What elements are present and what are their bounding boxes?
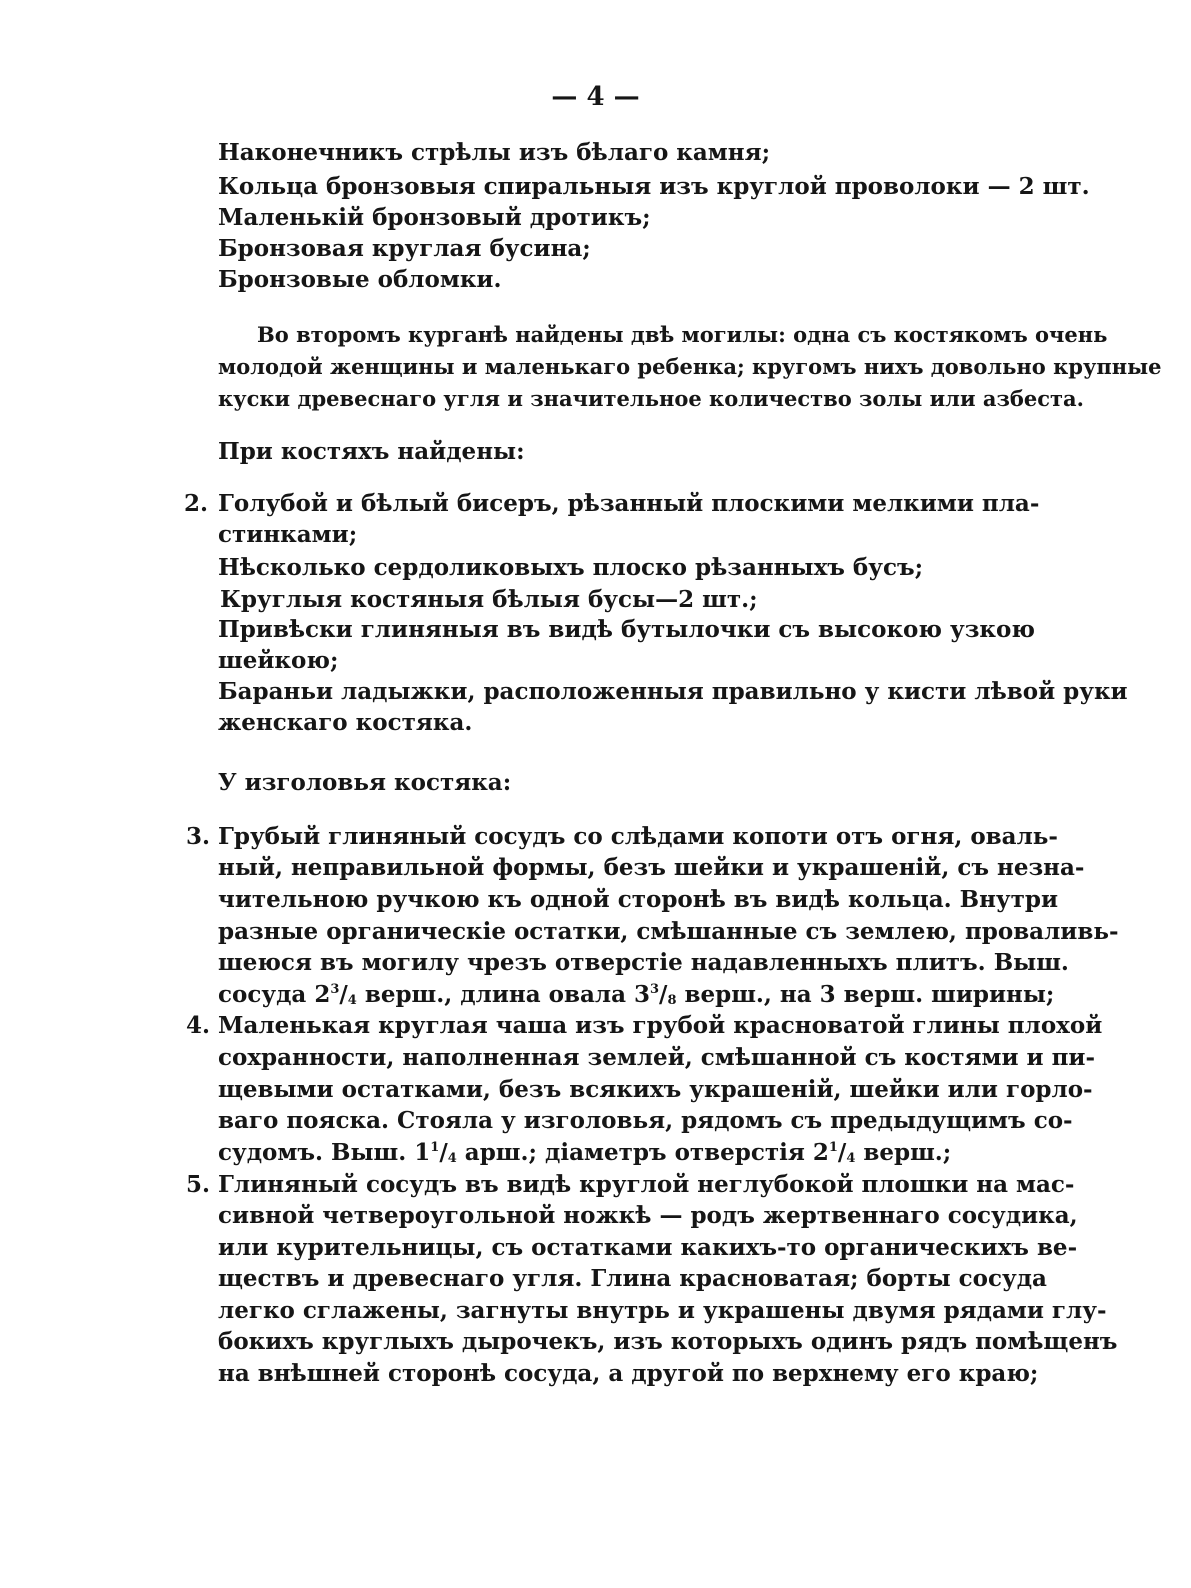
- item-line: шеюся въ могилу чрезъ отверстіе надавленныхъ плитъ. Выш.: [218, 949, 1069, 976]
- item-line: щевыми остатками, безъ всякихъ украшеній, шейки или горло-: [218, 1076, 1093, 1103]
- list-item: Кольца бронзовыя спиральныя изъ круглой проволоки — 2 шт.: [218, 173, 1090, 200]
- item-line: сохранности, наполненная землей, смѣшанной съ костями и пи-: [218, 1044, 1096, 1071]
- paragraph-line: Во второмъ курганѣ найдены двѣ могилы: одна съ костякомъ очень: [257, 322, 1108, 347]
- item-line: Грубый глиняный сосудъ со слѣдами копоти отъ огня, оваль-: [218, 823, 1058, 850]
- item-line: ный, неправильной формы, безъ шейки и украшеній, съ незна-: [218, 854, 1085, 881]
- text-fragment: арш.; діаметръ отверстія 2: [456, 1139, 829, 1166]
- item-line: Бараньи ладыжки, расположенныя правильно у кисти лѣвой руки: [218, 678, 1128, 705]
- item-number: 2.: [184, 490, 209, 517]
- page-number: — 4 —: [551, 82, 640, 112]
- fraction: $^1/_4$: [828, 1139, 856, 1166]
- paragraph-line: куски древеснаго угля и значительное количество золы или азбеста.: [218, 386, 1084, 411]
- item-line: Нѣсколько сердоликовыхъ плоско рѣзанныхъ бусъ;: [218, 554, 924, 581]
- item-line: Круглыя костяныя бѣлыя бусы—2 шт.;: [220, 586, 758, 613]
- paragraph-line: молодой женщины и маленькаго ребенка; кругомъ нихъ довольно крупные: [218, 354, 1162, 379]
- fraction: $^1/_4$: [430, 1139, 457, 1166]
- item-line: [218, 980, 1054, 1010]
- item-line: Маленькая круглая чаша изъ грубой красноватой глины плохой: [218, 1012, 1103, 1039]
- item-line: ваго пояска. Стояла у изголовья, рядомъ съ предыдущимъ со-: [218, 1107, 1073, 1134]
- fraction-numerator: 1: [828, 1140, 838, 1155]
- item-line: стинками;: [218, 521, 358, 548]
- item-line: бокихъ круглыхъ дырочекъ, изъ которыхъ одинъ рядъ помѣщенъ: [218, 1328, 1118, 1355]
- item-line: Глиняный сосудъ въ видѣ круглой неглубокой плошки на мас-: [218, 1171, 1075, 1198]
- fraction-denominator: 4: [447, 1151, 457, 1166]
- fraction-denominator: 4: [347, 993, 357, 1008]
- item-line: сивной четвероугольной ножкѣ — родъ жертвеннаго сосудика,: [218, 1202, 1078, 1229]
- section-heading: У изголовья костяка:: [218, 769, 512, 796]
- item-line: ществъ и древеснаго угля. Глина красноватая; борты сосуда: [218, 1265, 1047, 1292]
- fraction-numerator: 1: [430, 1140, 440, 1155]
- text-fragment: сосуда 2: [218, 981, 331, 1008]
- item-number: 3.: [186, 823, 211, 850]
- text-fragment: верш.;: [855, 1139, 952, 1166]
- text-fragment: судомъ. Выш. 1: [218, 1139, 431, 1166]
- item-line: Голубой и бѣлый бисеръ, рѣзанный плоскими мелкими пла-: [218, 490, 1040, 517]
- item-line: Привѣски глиняныя въ видѣ бутылочки съ высокою узкою: [218, 616, 1035, 643]
- list-item: Наконечникъ стрѣлы изъ бѣлаго камня;: [218, 139, 771, 166]
- list-item: Маленькій бронзовый дротикъ;: [218, 204, 651, 231]
- text-fragment: верш., длина овала 3: [356, 981, 650, 1008]
- item-number: 5.: [186, 1171, 211, 1198]
- item-number: 4.: [186, 1012, 211, 1039]
- fraction-denominator: 4: [846, 1151, 856, 1166]
- item-line: на внѣшней сторонѣ сосуда, а другой по верхнему его краю;: [218, 1360, 1039, 1387]
- text-fragment: верш., на 3 верш. ширины;: [676, 981, 1055, 1008]
- item-line: чительною ручкою къ одной сторонѣ въ видѣ кольца. Внутри: [218, 886, 1059, 913]
- fraction-numerator: 3: [330, 982, 340, 997]
- fraction-denominator: 8: [667, 993, 677, 1008]
- item-line: [218, 1138, 951, 1168]
- item-line: разные органическіе остатки, смѣшанные съ землею, проваливь-: [218, 918, 1119, 945]
- fraction: $^3/_4$: [330, 981, 357, 1008]
- fraction: $^3/_8$: [649, 981, 677, 1008]
- item-line: или курительницы, съ остатками какихъ-то органическихъ ве-: [218, 1234, 1078, 1261]
- item-line: легко сглажены, загнуты внутрь и украшены двумя рядами глу-: [218, 1297, 1107, 1324]
- item-line: женскаго костяка.: [218, 709, 473, 736]
- list-item: Бронзовые обломки.: [218, 266, 502, 293]
- section-heading: При костяхъ найдены:: [218, 438, 525, 465]
- item-line: шейкою;: [218, 647, 339, 674]
- list-item: Бронзовая круглая бусина;: [218, 235, 591, 262]
- fraction-numerator: 3: [649, 982, 660, 997]
